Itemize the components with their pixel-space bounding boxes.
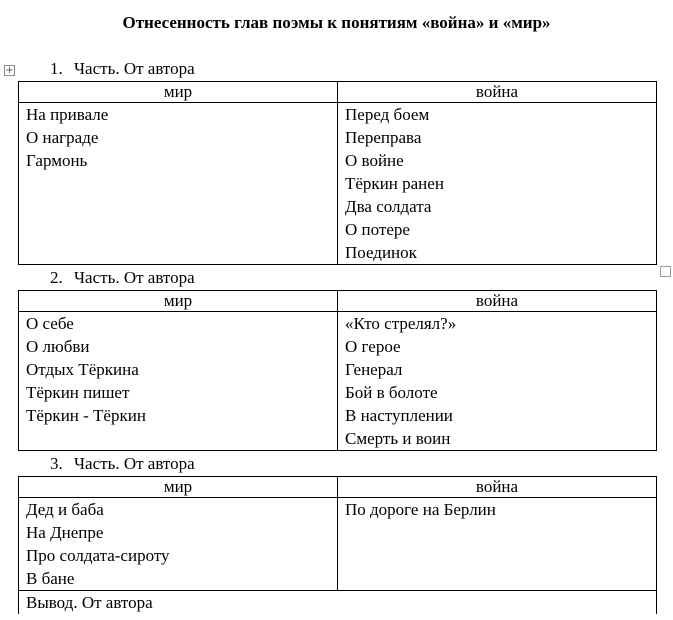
chapter-item: Тёркин ранен <box>345 174 444 193</box>
chapter-item: На привале <box>26 105 109 124</box>
chapter-item: О себе <box>26 314 74 333</box>
chapter-item: Гармонь <box>26 151 88 170</box>
part-3-heading <box>50 453 195 475</box>
part-2-col-mir: мир <box>19 291 338 312</box>
chapter-item: Поединок <box>345 243 417 262</box>
part-1-title: Часть. От автора <box>74 59 195 78</box>
part-1-voina-cell[interactable] <box>338 103 657 265</box>
part-2-title: Часть. От автора <box>74 268 195 287</box>
part-3-number: 3. <box>50 454 63 473</box>
part-1-heading <box>50 58 195 80</box>
chapter-item: В бане <box>26 569 75 588</box>
chapter-item: Тёркин - Тёркин <box>26 406 146 425</box>
table-move-icon[interactable]: + <box>5 65 14 76</box>
part-1-col-voina: война <box>338 82 657 103</box>
chapter-item: В наступлении <box>345 406 453 425</box>
part-1-table <box>18 81 657 265</box>
part-3-col-mir: мир <box>19 477 338 498</box>
chapter-item: Дед и баба <box>26 500 104 519</box>
part-1-mir-cell[interactable] <box>19 103 338 265</box>
part-1-number: 1. <box>50 59 63 78</box>
chapter-item: По дороге на Берлин <box>345 500 496 519</box>
table-resize-icon[interactable] <box>660 266 671 277</box>
chapter-item: Про солдата-сироту <box>26 546 170 565</box>
chapter-item: Два солдата <box>345 197 432 216</box>
chapter-item: Перед боем <box>345 105 430 124</box>
part-2-heading <box>50 267 195 289</box>
part-1-col-mir: мир <box>19 82 338 103</box>
chapter-item: Генерал <box>345 360 403 379</box>
chapter-item: Переправа <box>345 128 422 147</box>
chapter-item: О войне <box>345 151 404 170</box>
chapter-item: На Днепре <box>26 523 104 542</box>
chapter-item: Отдых Тёркина <box>26 360 139 379</box>
part-2-col-voina: война <box>338 291 657 312</box>
chapter-item: «Кто стрелял?» <box>345 314 457 333</box>
part-2-mir-cell[interactable] <box>19 312 338 451</box>
conclusion-text: Вывод. От автора <box>26 593 153 612</box>
chapter-item: Смерть и воин <box>345 429 451 448</box>
chapter-item: О награде <box>26 128 99 147</box>
part-3-voina-cell[interactable] <box>338 498 657 591</box>
chapter-item: Тёркин пишет <box>26 383 130 402</box>
chapter-item: О потере <box>345 220 410 239</box>
chapter-item: О герое <box>345 337 401 356</box>
part-3-mir-cell[interactable] <box>19 498 338 591</box>
part-2-voina-cell[interactable] <box>338 312 657 451</box>
part-2-table <box>18 290 657 451</box>
document-title: Отнесенность глав поэмы к понятиям «война» и «мир» <box>122 13 551 32</box>
part-3-col-voina: война <box>338 477 657 498</box>
chapter-item: Бой в болоте <box>345 383 438 402</box>
conclusion-cell[interactable] <box>19 591 657 615</box>
part-3-title: Часть. От автора <box>74 454 195 473</box>
part-3-table <box>18 476 657 614</box>
chapter-item: О любви <box>26 337 90 356</box>
part-2-number: 2. <box>50 268 63 287</box>
